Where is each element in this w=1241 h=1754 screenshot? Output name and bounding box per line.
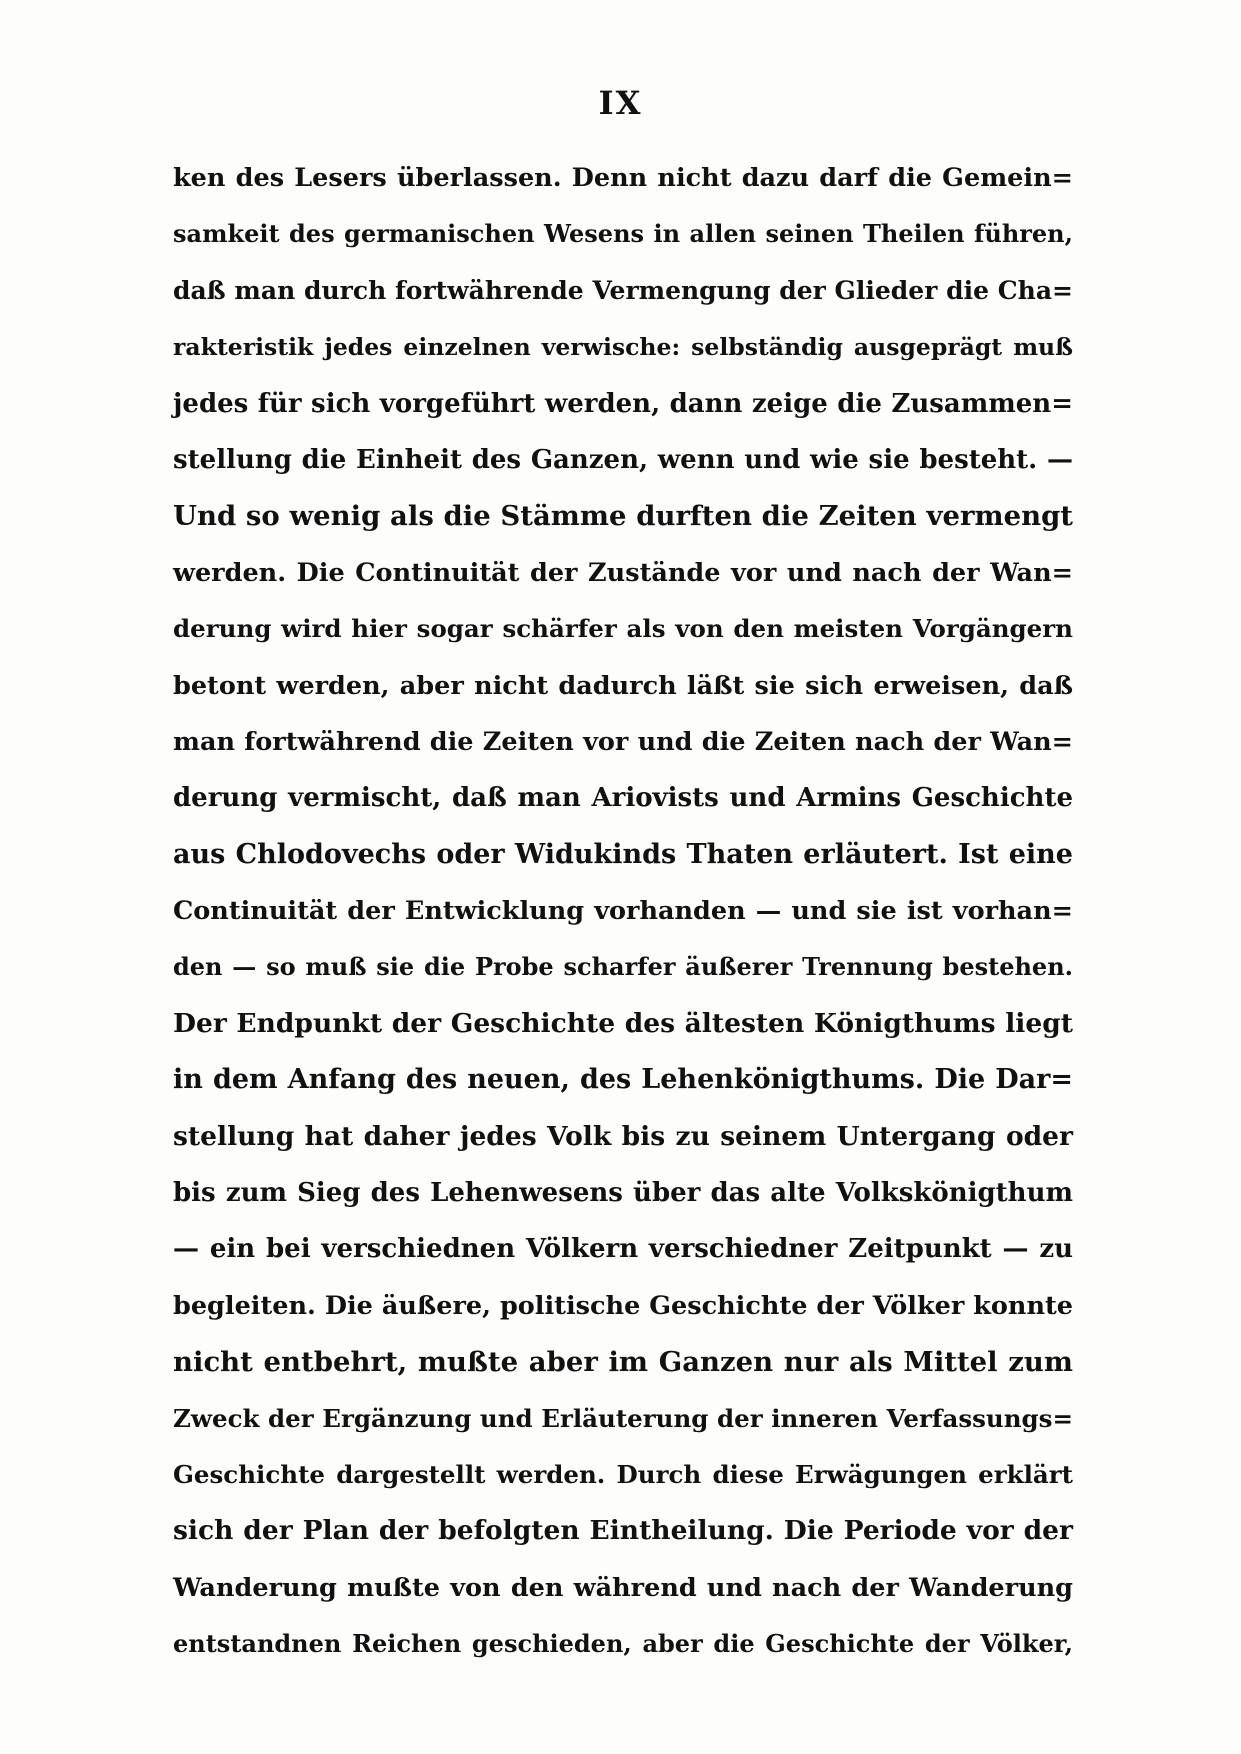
text-line: bis zum Sieg des Lehenwesens über das alte Volkskönigthum (173, 1178, 1073, 1209)
text-line: betont werden, aber nicht dadurch läßt sie sich erweisen, daß (173, 670, 1073, 701)
text-line: derung wird hier sogar schärfer als von den meisten Vorgängern (173, 614, 1073, 644)
text-line: den — so muß sie die Probe scharfer äußerer Trennung bestehen. (173, 952, 1073, 982)
text-line: — ein bei verschiednen Völkern verschiedner Zeitpunkt — zu (173, 1234, 1073, 1265)
text-line: stellung die Einheit des Ganzen, wenn und wie sie besteht. — (173, 444, 1073, 475)
text-line: entstandnen Reichen geschieden, aber die Geschichte der Völker, (173, 1629, 1073, 1659)
text-line: Zweck der Ergänzung und Erläuterung der inneren Verfassungs= (173, 1403, 1073, 1433)
text-line: Geschichte dargestellt werden. Durch diese Erwägungen erklärt (173, 1459, 1073, 1489)
body-text (173, 150, 1073, 1673)
text-line: Und so wenig als die Stämme durften die Zeiten vermengt (173, 500, 1073, 533)
text-line: man fortwährend die Zeiten vor und die Zeiten nach der Wan= (173, 726, 1073, 757)
text-line: sich der Plan der befolgten Eintheilung. Die Periode vor der (173, 1515, 1073, 1547)
text-line: begleiten. Die äußere, politische Geschichte der Völker konnte (173, 1290, 1073, 1321)
text-line: nicht entbehrt, mußte aber im Ganzen nur als Mittel zum (173, 1346, 1073, 1379)
text-line: in dem Anfang des neuen, des Lehenkönigthums. Die Dar= (173, 1064, 1073, 1096)
text-line: Der Endpunkt der Geschichte des ältesten Königthums liegt (173, 1007, 1073, 1039)
text-line: rakteristik jedes einzelnen verwische: selbständig ausgeprägt muß (173, 333, 1073, 362)
text-line: werden. Die Continuität der Zustände vor und nach der Wan= (173, 557, 1073, 588)
text-line: stellung hat daher jedes Volk bis zu seinem Untergang oder (173, 1120, 1073, 1152)
page-number: IX (598, 84, 643, 122)
text-line: Wanderung mußte von den während und nach der Wanderung (173, 1572, 1073, 1603)
text-line: daß man durch fortwährende Vermengung der Glieder die Cha= (173, 275, 1073, 305)
text-line: derung vermischt, daß man Ariovists und Armins Geschichte (173, 783, 1073, 814)
text-line: ken des Lesers überlassen. Denn nicht dazu darf die Gemein= (173, 163, 1073, 193)
text-line: Continuität der Entwicklung vorhanden — und sie ist vorhan= (173, 896, 1073, 927)
text-line: samkeit des germanischen Wesens in allen seinen Theilen führen, (173, 219, 1073, 249)
text-line: aus Chlodovechs oder Widukinds Thaten erläutert. Ist eine (173, 838, 1073, 870)
text-line: jedes für sich vorgeführt werden, dann zeige die Zusammen= (173, 388, 1073, 419)
